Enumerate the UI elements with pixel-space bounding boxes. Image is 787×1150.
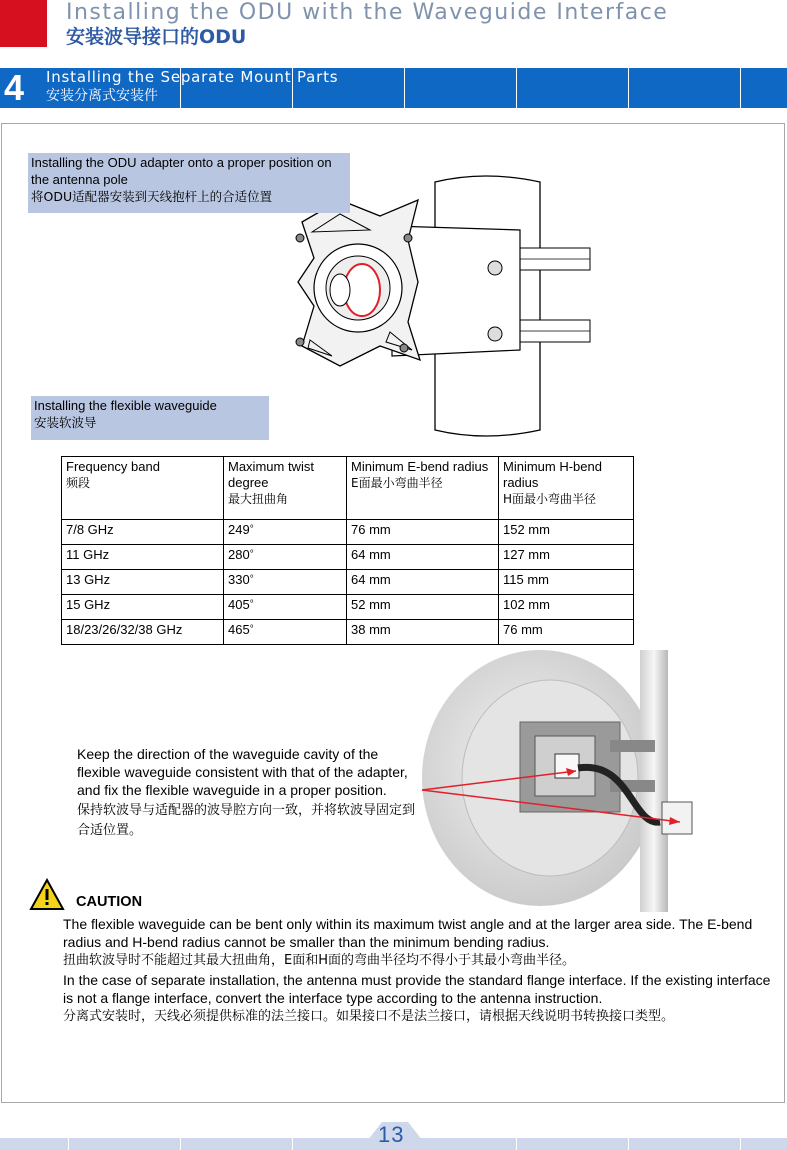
twist-value: 330 <box>228 572 250 587</box>
header-en: Frequency band <box>66 459 160 474</box>
header-en: Minimum E-bend radius <box>351 459 489 474</box>
header-red-square <box>0 0 47 47</box>
page-title-cn: 安装波导接口的ODU <box>66 26 247 48</box>
cell-h-bend: 115 mm <box>499 570 634 595</box>
table-row <box>62 620 634 645</box>
cell-twist <box>224 620 347 645</box>
waveguide-note <box>77 745 422 841</box>
caution-p1-en: The flexible waveguide can be bent only within its maximum twist angle and at the larger area side. The E-bend radius and H-bend radius cannot be smaller than the minimum bending radius. <box>63 916 753 950</box>
cell-twist <box>224 595 347 620</box>
cell-twist <box>224 545 347 570</box>
step-waveguide-label-en: Installing the flexible waveguide <box>34 398 217 413</box>
table-header-cell <box>499 457 634 520</box>
section-title-en: Installing the Separate Mount Parts <box>46 68 339 86</box>
step-adapter-label-cn: 将ODU适配器安装到天线抱杆上的合适位置 <box>31 189 273 204</box>
cell-h-bend: 127 mm <box>499 545 634 570</box>
twist-value: 280 <box>228 547 250 562</box>
cell-e-bend: 76 mm <box>347 520 499 545</box>
section-number: 4 <box>4 67 25 108</box>
table-header-row <box>62 457 634 520</box>
header-cn: E面最小弯曲半径 <box>351 476 443 490</box>
table-header-cell <box>224 457 347 520</box>
cell-e-bend: 64 mm <box>347 545 499 570</box>
twist-value: 405 <box>228 597 250 612</box>
cell-band: 18/23/26/32/38 GHz <box>62 620 224 645</box>
step-adapter-label-en: Installing the ODU adapter onto a proper position on the antenna pole <box>31 155 332 187</box>
waveguide-spec-table <box>61 456 634 645</box>
antenna-waveguide-photo <box>400 650 700 912</box>
degree-symbol: ° <box>249 524 254 535</box>
cell-e-bend: 38 mm <box>347 620 499 645</box>
cell-e-bend: 52 mm <box>347 595 499 620</box>
step-waveguide-label-cn: 安装软波导 <box>34 415 97 430</box>
caution-p2-cn: 分离式安装时，天线必须提供标准的法兰接口。如果接口不是法兰接口，请根据天线说明书转换接口类型。 <box>63 1009 675 1024</box>
header-en: Maximum twist degree <box>228 459 314 490</box>
section-title-cn: 安装分离式安装件 <box>46 88 158 104</box>
cell-band: 11 GHz <box>62 545 224 570</box>
cell-h-bend: 152 mm <box>499 520 634 545</box>
cell-h-bend: 76 mm <box>499 620 634 645</box>
degree-symbol: ° <box>249 574 254 585</box>
header-cn: H面最小弯曲半径 <box>503 492 597 506</box>
degree-symbol: ° <box>249 624 254 635</box>
header-cn: 频段 <box>66 476 91 490</box>
table-header-cell <box>62 457 224 520</box>
page-title-en: Installing the ODU with the Waveguide Interface <box>66 0 669 25</box>
table-row <box>62 595 634 620</box>
caution-body <box>63 915 773 1027</box>
cell-twist <box>224 520 347 545</box>
twist-value: 249 <box>228 522 250 537</box>
cell-e-bend: 64 mm <box>347 570 499 595</box>
step-waveguide-label <box>31 396 269 440</box>
warning-icon <box>29 878 65 912</box>
cell-twist <box>224 570 347 595</box>
note-en: Keep the direction of the waveguide cavity of the flexible waveguide consistent with that of the adapter, and fix the flexible waveguide in a proper position. <box>77 746 408 798</box>
table-header-cell <box>347 457 499 520</box>
caution-p2-en: In the case of separate installation, the antenna must provide the standard flange interface. If the existing interface is not a flange interface, convert the interface type according to the antenna instruction. <box>63 972 771 1006</box>
cell-h-bend: 102 mm <box>499 595 634 620</box>
degree-symbol: ° <box>249 599 254 610</box>
header-cn: 最大扭曲角 <box>228 492 289 506</box>
note-cn: 保持软波导与适配器的波导腔方向一致，并将软波导固定到合适位置。 <box>77 803 416 838</box>
degree-symbol: ° <box>249 549 254 560</box>
twist-value: 465 <box>228 622 250 637</box>
header-en: Minimum H-bend radius <box>503 459 602 490</box>
step-adapter-label <box>28 153 350 213</box>
table-row <box>62 570 634 595</box>
table-row <box>62 520 634 545</box>
caution-p1-cn: 扭曲软波导时不能超过其最大扭曲角，E面和H面的弯曲半径均不得小于其最小弯曲半径。 <box>63 953 575 968</box>
page-number: 13 <box>378 1122 405 1147</box>
caution-title: CAUTION <box>76 894 143 910</box>
cell-band: 7/8 GHz <box>62 520 224 545</box>
table-row <box>62 545 634 570</box>
cell-band: 15 GHz <box>62 595 224 620</box>
cell-band: 13 GHz <box>62 570 224 595</box>
